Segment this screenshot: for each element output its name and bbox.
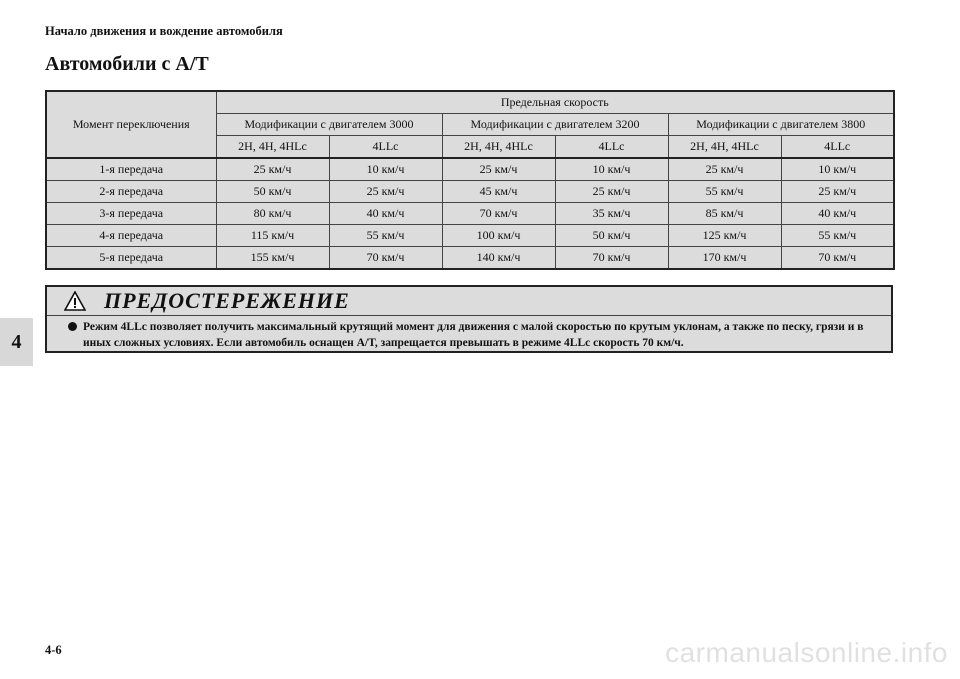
speed-cell: 70 км/ч <box>329 247 442 270</box>
speed-cell: 85 км/ч <box>668 203 781 225</box>
mode-header: 2H, 4H, 4HLc <box>442 136 555 159</box>
speed-cell: 80 км/ч <box>216 203 329 225</box>
speed-cell: 100 км/ч <box>442 225 555 247</box>
speed-table <box>45 90 895 270</box>
speed-cell: 125 км/ч <box>668 225 781 247</box>
page-number: 4-6 <box>45 643 62 657</box>
gear-cell: 1-я передача <box>46 158 216 181</box>
mode-header: 4LLc <box>781 136 894 159</box>
speed-cell: 70 км/ч <box>555 247 668 270</box>
speed-cell: 115 км/ч <box>216 225 329 247</box>
speed-cell: 40 км/ч <box>781 203 894 225</box>
speed-cell: 10 км/ч <box>555 158 668 181</box>
warning-text: Режим 4LLc позволяет получить максимальный крутящий момент для движения с малой скоростью по крутым уклонам, а также по песку, грязи и в иных сложных условиях. Если автомобиль оснащен A/T, запрещается превышать в режиме 4LLc скорость 70 км/ч. <box>83 321 864 349</box>
speed-cell: 25 км/ч <box>442 158 555 181</box>
speed-cell: 55 км/ч <box>668 181 781 203</box>
speed-cell: 25 км/ч <box>781 181 894 203</box>
corner-header: Момент переключения <box>46 91 216 158</box>
table-row <box>46 203 894 225</box>
warning-title-row <box>47 287 891 316</box>
warning-text-row <box>47 316 891 351</box>
gear-cell: 3-я передача <box>46 203 216 225</box>
speed-cell: 55 км/ч <box>781 225 894 247</box>
chapter-number: 4 <box>11 330 22 353</box>
mode-header: 2H, 4H, 4HLc <box>216 136 329 159</box>
table-row <box>46 158 894 181</box>
mode-header: 4LLc <box>329 136 442 159</box>
speed-cell: 140 км/ч <box>442 247 555 270</box>
speed-cell: 25 км/ч <box>216 158 329 181</box>
group-header: Предельная скорость <box>216 91 894 114</box>
speed-cell: 170 км/ч <box>668 247 781 270</box>
mode-header: 2H, 4H, 4HLc <box>668 136 781 159</box>
speed-cell: 70 км/ч <box>781 247 894 270</box>
running-header: Начало движения и вождение автомобиля <box>45 24 283 38</box>
speed-cell: 50 км/ч <box>555 225 668 247</box>
speed-cell: 25 км/ч <box>329 181 442 203</box>
speed-cell: 10 км/ч <box>781 158 894 181</box>
engine-header-3000: Модификации с двигателем 3000 <box>216 114 442 136</box>
speed-cell: 50 км/ч <box>216 181 329 203</box>
speed-cell: 70 км/ч <box>442 203 555 225</box>
gear-cell: 4-я передача <box>46 225 216 247</box>
gear-cell: 5-я передача <box>46 247 216 270</box>
speed-cell: 25 км/ч <box>668 158 781 181</box>
warning-title: ПРЕДОСТЕРЕЖЕНИЕ <box>104 288 350 313</box>
speed-cell: 155 км/ч <box>216 247 329 270</box>
engine-header-3200: Модификации с двигателем 3200 <box>442 114 668 136</box>
speed-cell: 40 км/ч <box>329 203 442 225</box>
warning-box <box>45 285 893 353</box>
speed-cell: 45 км/ч <box>442 181 555 203</box>
speed-cell: 10 км/ч <box>329 158 442 181</box>
chapter-tab <box>0 318 33 366</box>
table-row <box>46 225 894 247</box>
watermark: carmanualsonline.info <box>665 637 948 668</box>
speed-cell: 25 км/ч <box>555 181 668 203</box>
header-row-group <box>46 91 894 114</box>
table-row <box>46 247 894 270</box>
speed-cell: 35 км/ч <box>555 203 668 225</box>
mode-header: 4LLc <box>555 136 668 159</box>
bullet-icon <box>68 322 77 331</box>
warning-triangle-icon <box>64 291 86 311</box>
engine-header-3800: Модификации с двигателем 3800 <box>668 114 894 136</box>
speed-cell: 55 км/ч <box>329 225 442 247</box>
section-title: Автомобили с A/T <box>45 53 209 75</box>
table-row <box>46 181 894 203</box>
gear-cell: 2-я передача <box>46 181 216 203</box>
